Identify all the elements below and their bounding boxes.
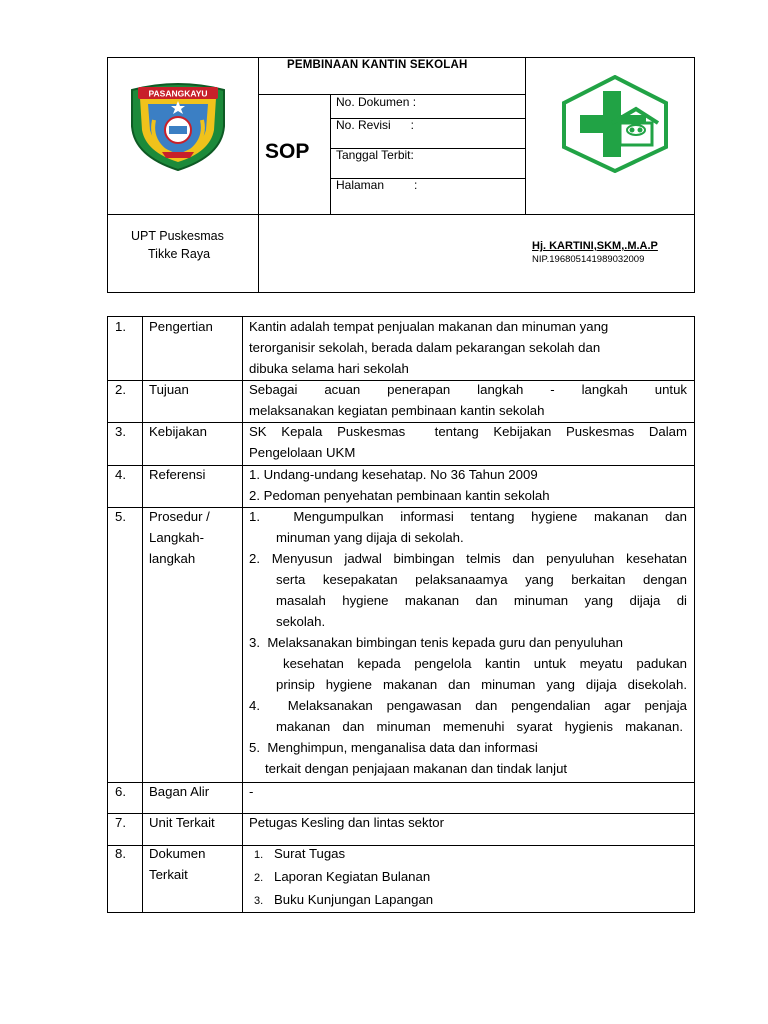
step-line: serta kesepakatan pelaksanaamya yang berkaitan dengan [276,572,687,587]
step-line: 4. Melaksanakan pengawasan dan pengendalian agar penjaja [249,698,687,713]
row-label: Tujuan [149,382,189,397]
row-label: Pengertian [149,319,213,334]
label-line: langkah [149,551,196,566]
row-label: Referensi [149,467,206,482]
content-line: Kantin adalah tempat penjualan makanan dan minuman yang [249,319,609,334]
row-label [149,843,205,885]
pasangkayu-logo [124,80,232,172]
list-text: Laporan Kegiatan Bulanan [274,869,431,884]
row-label: Bagan Alir [149,784,210,799]
step-line: makanan dan minuman memenuhi syarat hygienis makanan. [276,719,683,734]
col-divider-label [242,316,243,913]
related-documents-list [254,843,433,912]
label-line: Terkait [149,867,188,882]
step-line: 1. Mengumpulkan informasi tentang hygiene makanan dan [249,509,687,524]
header-divider-left [258,57,259,293]
content-line: Pengelolaan UKM [249,445,356,460]
list-item [254,866,433,889]
list-number: 2. [254,872,264,884]
row-number: 6. [115,784,126,799]
signatory-name: Hj. KARTINI,SKM,.M.A.P [532,240,658,252]
meta-revision: No. Revisi : [336,118,415,132]
sop-label: SOP [265,140,310,163]
signatory-nip: NIP.196805141989032009 [532,254,645,265]
list-text: Buku Kunjungan Lapangan [274,892,434,907]
step-line: 5. Menghimpun, menganalisa data dan informasi [249,740,538,755]
label-line: Langkah- [149,530,204,545]
row-number: 8. [115,846,126,861]
content-line: melaksanakan kegiatan pembinaan kantin sekolah [249,403,545,418]
logo-lettering: PASANGKAYU [148,88,208,99]
step-line: 2. Menyusun jadwal bimbingan telmis dan penyuluhan kesehatan [249,551,687,566]
row-label [149,506,210,569]
content-line: Sebagai acuan penerapan langkah - langkah untuk [249,382,687,397]
label-line: Prosedur / [149,509,210,524]
sop-meta-divider [330,94,331,214]
header-divider-mid [107,214,695,215]
step-line: minuman yang dijaja di sekolah. [276,530,464,545]
list-item [254,889,433,912]
row-number: 1. [115,319,126,334]
step-line: sekolah. [276,614,326,629]
content-line: 2. Pedoman penyehatan pembinaan kantin sekolah [249,488,550,503]
content-line: dibuka selama hari sekolah [249,361,409,376]
document-title: PEMBINAAN KANTIN SEKOLAH [287,59,468,71]
meta-document-number: No. Dokumen : [336,95,417,109]
list-number: 1. [254,849,264,861]
meta-issue-date: Tanggal Terbit: [336,148,414,162]
list-text: Surat Tugas [274,846,346,861]
col-divider-no [142,316,143,913]
row-content: - [249,784,254,799]
row-label: Kebijakan [149,424,207,439]
meta-page: Halaman : [336,178,418,192]
label-line: Dokumen [149,846,206,861]
row-content: Petugas Kesling dan lintas sektor [249,815,444,830]
org-name-line2: Tikke Raya [148,247,211,261]
row-content [249,421,687,463]
row-number: 3. [115,424,126,439]
row-number: 4. [115,467,126,482]
content-line: 1. Undang-undang kesehatap. No 36 Tahun 2009 [249,467,538,482]
row-content [249,316,687,379]
content-line: SK Kepala Puskesmas tentang Kebijakan Puskesmas Dalam [249,424,687,439]
row-content [249,464,687,506]
header-divider-right [525,57,526,214]
step-line: terkait dengan penjajaan makanan dan tindak lanjut [265,761,568,776]
row-number: 7. [115,815,126,830]
step-line: kesehatan kepada pengelola kantin untuk meyatu padukan [283,656,687,671]
procedure-steps [249,506,687,779]
org-name-line1: UPT Puskesmas [131,229,224,243]
content-line: terorganisir sekolah, berada dalam pekarangan sekolah dan [249,340,601,355]
row-number: 5. [115,509,126,524]
step-line: masalah hygiene makanan dan minuman yang dijaja di [276,593,687,608]
row-number: 2. [115,382,126,397]
list-number: 3. [254,895,264,907]
list-item [254,843,433,866]
row-content [249,379,687,421]
puskesmas-logo [560,75,670,173]
row-label: Unit Terkait [149,815,215,830]
step-line: 3. Melaksanakan bimbingan tenis kepada guru dan penyuluhan [249,635,623,650]
step-line: prinsip hygiene makanan dan minuman yang dijaja disekolah. [276,677,687,692]
